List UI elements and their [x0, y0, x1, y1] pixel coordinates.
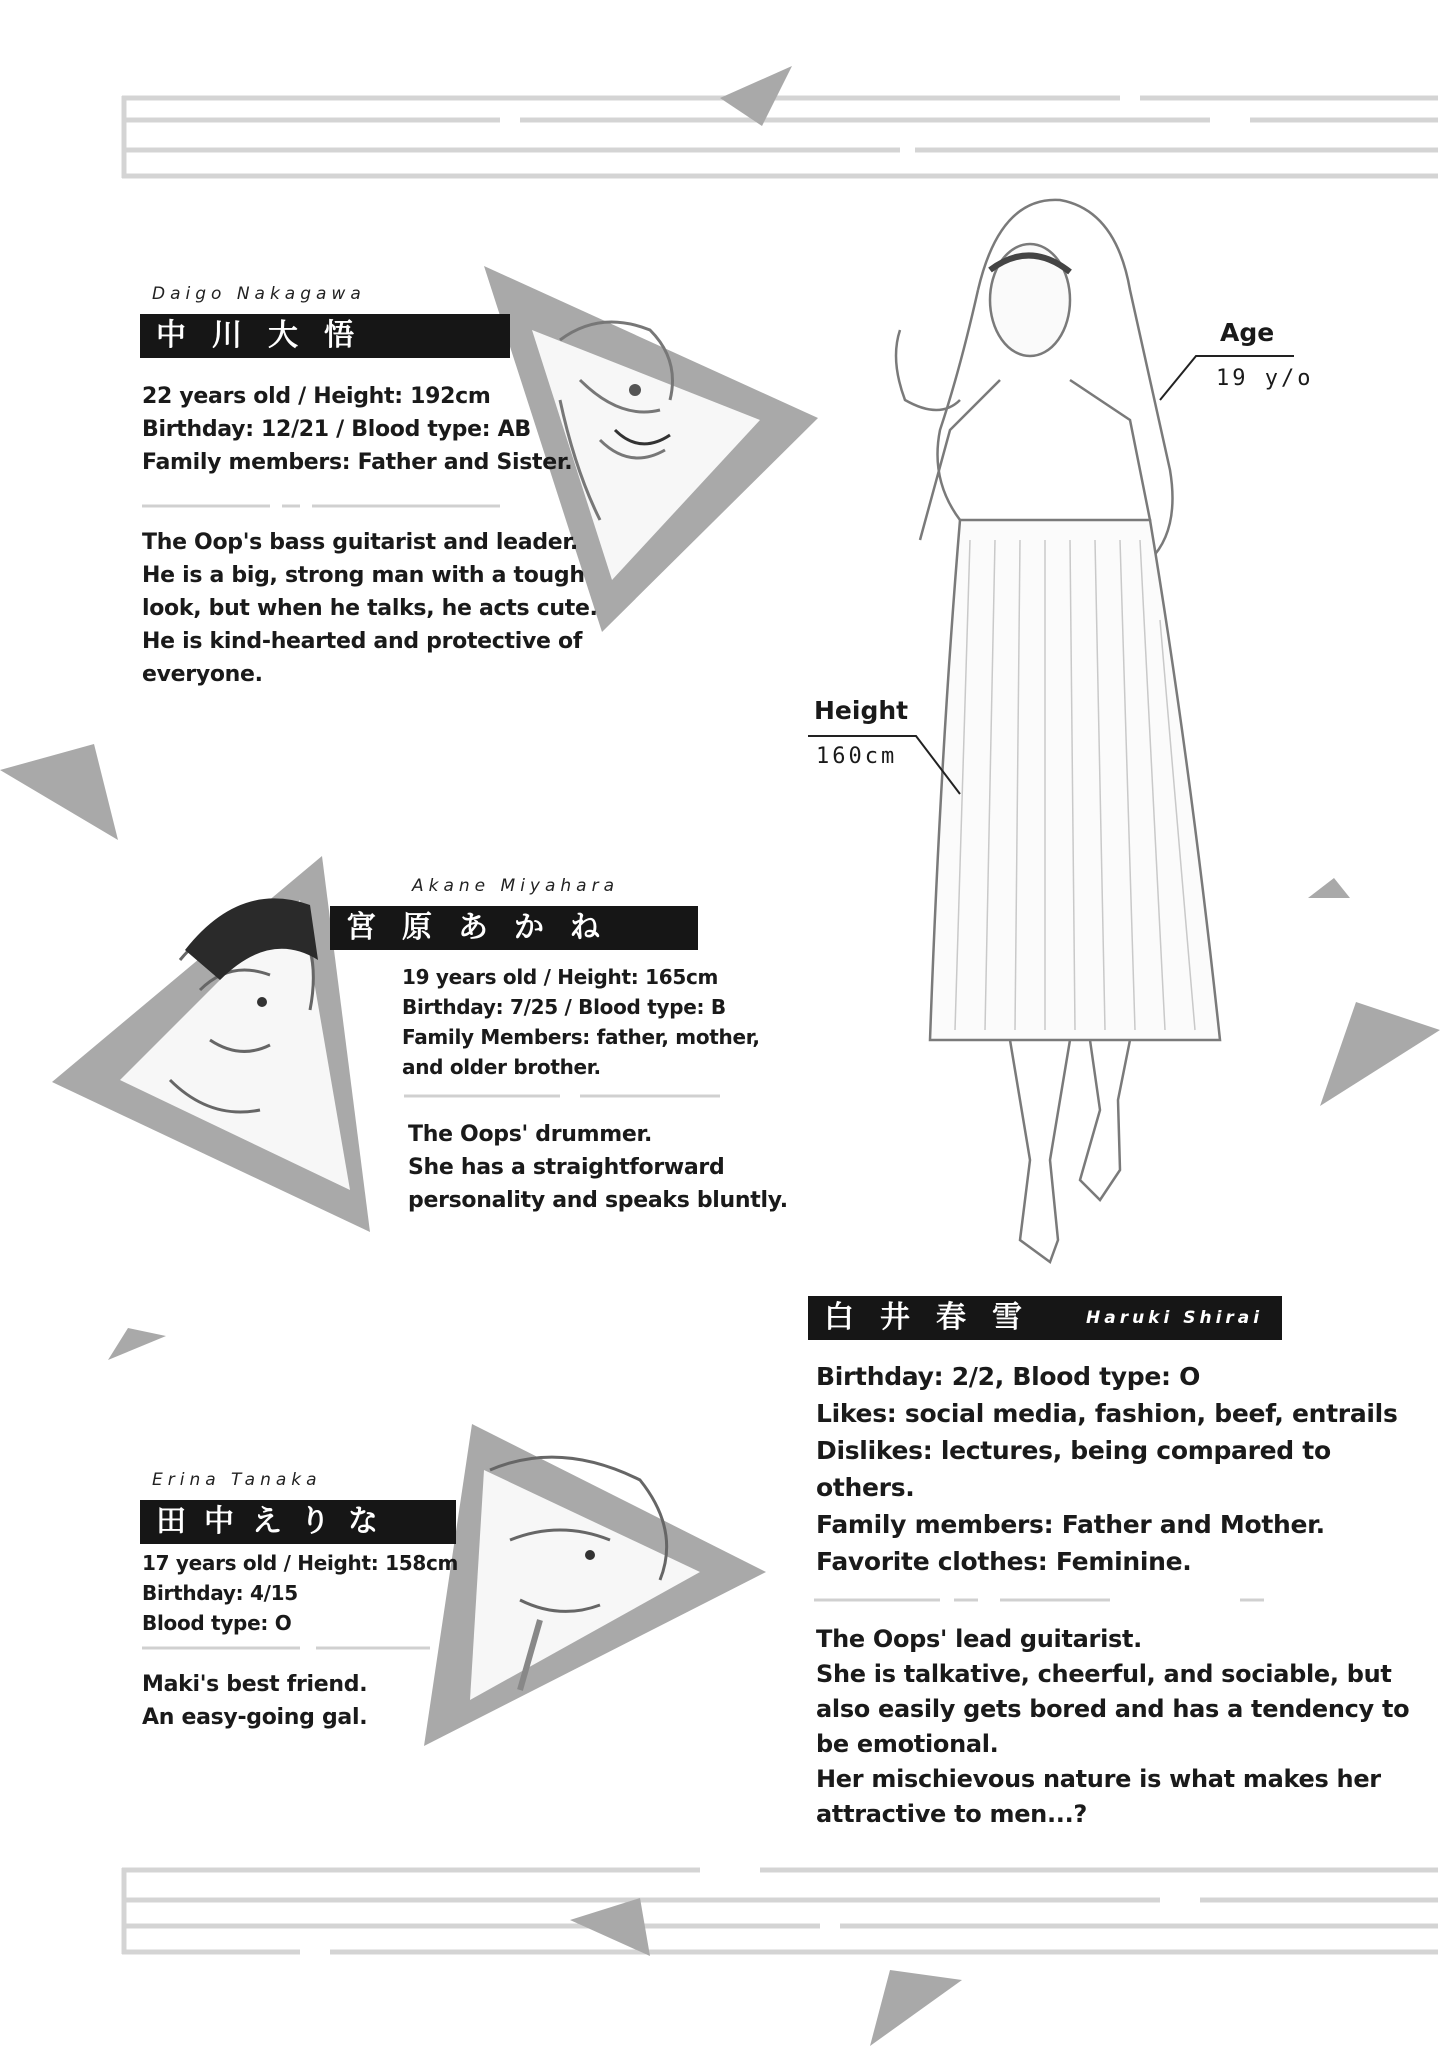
daigo-romaji: Daigo Nakagawa	[152, 284, 366, 304]
haruki-stats	[816, 1358, 1398, 1580]
akane-desc-line: She has a straightforward	[408, 1155, 725, 1180]
daigo-stat-2: Birthday: 12/21 / Blood type: AB	[142, 417, 531, 442]
akane-stats	[402, 962, 760, 1082]
erina-stat-1: 17 years old / Height: 158cm	[142, 1551, 459, 1575]
haruki-desc-line: attractive to men...?	[816, 1800, 1088, 1828]
haruki-stat-5: Family members: Father and Mother.	[816, 1510, 1325, 1539]
daigo-desc-line: He is a big, strong man with a tough	[142, 563, 585, 588]
right-triangle	[1320, 1002, 1440, 1106]
haruki-stat-6: Favorite clothes: Feminine.	[816, 1547, 1192, 1576]
haruki-stat-4: others.	[816, 1473, 915, 1502]
akane-stat-1: 19 years old / Height: 165cm	[402, 965, 719, 989]
erina-description	[142, 1668, 367, 1734]
akane-desc-line: personality and speaks bluntly.	[408, 1188, 788, 1213]
akane-desc-line: The Oops' drummer.	[408, 1122, 653, 1147]
akane-name-bar: 宮原あかね	[330, 906, 698, 950]
erina-stat-2: Birthday: 4/15	[142, 1581, 298, 1605]
haruki-name-bar: 白井春雪	[808, 1296, 1080, 1340]
akane-stat-4: and older brother.	[402, 1055, 601, 1079]
haruki-stat-3: Dislikes: lectures, being compared to	[816, 1436, 1331, 1465]
haruki-desc-line: Her mischievous nature is what makes her	[816, 1765, 1381, 1793]
daigo-name-bar: 中川大悟	[140, 314, 510, 358]
haruki-height-label: Height	[814, 696, 909, 725]
small-right-triangle	[1308, 878, 1350, 898]
daigo-desc-line: The Oop's bass guitarist and leader.	[142, 530, 578, 555]
daigo-description	[142, 526, 598, 691]
top-staff-lines	[122, 96, 1438, 178]
haruki-romaji: Haruki Shirai	[1086, 1308, 1264, 1328]
daigo-stat-3: Family members: Father and Sister.	[142, 450, 573, 475]
haruki-stat-1: Birthday: 2/2, Blood type: O	[816, 1362, 1201, 1391]
left-triangle	[0, 744, 118, 840]
daigo-stat-1: 22 years old / Height: 192cm	[142, 384, 491, 409]
haruki-age-value: 19 y/o	[1216, 366, 1314, 391]
haruki-romaji-bar	[1076, 1296, 1282, 1340]
haruki-desc-line: The Oops' lead guitarist.	[816, 1625, 1142, 1653]
erina-desc-line: Maki's best friend.	[142, 1672, 368, 1697]
bottom-triangle-2	[870, 1970, 962, 2046]
akane-description	[408, 1118, 788, 1217]
akane-portrait	[52, 856, 370, 1232]
haruki-description	[816, 1622, 1409, 1832]
daigo-desc-line: everyone.	[142, 662, 263, 687]
bottom-staff-lines	[122, 1868, 1438, 1954]
haruki-height-value: 160cm	[816, 744, 898, 769]
erina-desc-line: An easy-going gal.	[142, 1705, 368, 1730]
erina-stats	[142, 1548, 458, 1638]
erina-name-bar: 田中えりな	[140, 1500, 456, 1544]
erina-stat-3: Blood type: O	[142, 1611, 292, 1635]
haruki-stat-2: Likes: social media, fashion, beef, entrails	[816, 1399, 1398, 1428]
haruki-figure	[896, 200, 1220, 1262]
daigo-stats	[142, 380, 572, 479]
akane-stat-2: Birthday: 7/25 / Blood type: B	[402, 995, 726, 1019]
haruki-age-label: Age	[1220, 318, 1275, 347]
akane-romaji: Akane Miyahara	[412, 876, 619, 896]
erina-romaji: Erina Tanaka	[152, 1470, 322, 1490]
akane-stat-3: Family Members: father, mother,	[402, 1025, 760, 1049]
haruki-desc-line: be emotional.	[816, 1730, 999, 1758]
daigo-desc-line: He is kind-hearted and protective of	[142, 629, 583, 654]
haruki-desc-line: She is talkative, cheerful, and sociable, but	[816, 1660, 1392, 1688]
erina-portrait	[424, 1424, 766, 1746]
small-left-triangle	[108, 1328, 166, 1360]
haruki-desc-line: also easily gets bored and has a tendency to	[816, 1695, 1410, 1723]
daigo-desc-line: look, but when he talks, he acts cute.	[142, 596, 598, 621]
